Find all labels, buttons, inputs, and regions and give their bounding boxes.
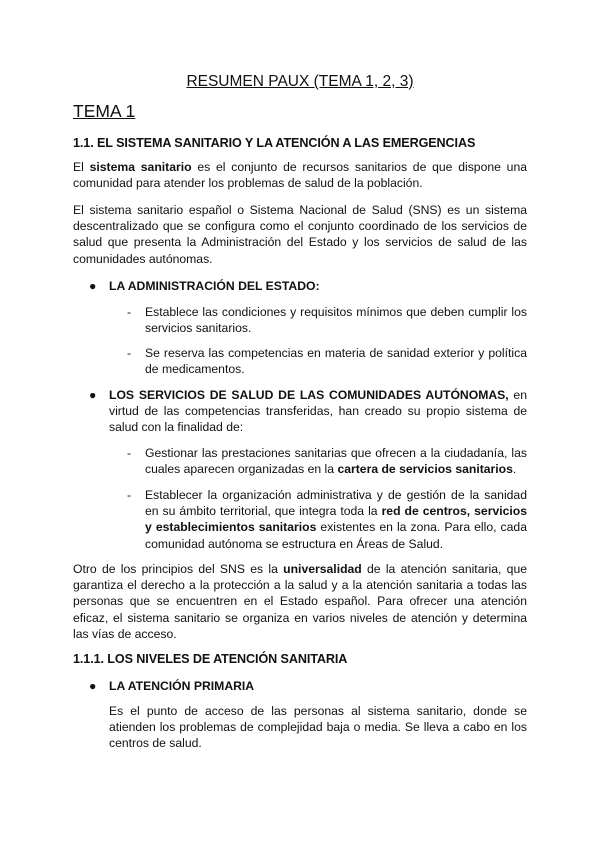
item2-pre: Establecer la organización administrativa y de gestión de la sanidad en su ámbito territorial, que integra toda la [145,488,527,519]
item1-pre: Gestionar las prestaciones sanitarias que ofrecen a la ciudadanía, las cuales aparecen organizadas en la [145,446,527,477]
dash-item-gestionar [145,445,527,477]
item2-bold: red de centros, servicios y establecimientos sanitarios [145,504,527,535]
paragraph-atencion-primaria: Es el punto de acceso de las personas al sistema sanitario, donde se atienden los problemas de complejidad baja o media. Se lleva a cabo en los centros de salud. [109,704,527,751]
item2-post: existentes en la zona. Para ello, cada comunidad autónoma se estructura en Áreas de Salud. [145,520,527,551]
bullet-marker: ● [89,679,97,693]
section-heading-1-1: 1.1. EL SISTEMA SANITARIO Y LA ATENCIÓN A LAS EMERGENCIAS [73,136,476,150]
bullet-marker: ● [89,388,97,402]
p1-pre: El [73,160,90,174]
p3-bold: universalidad [283,562,362,576]
dash-item-condiciones: Establece las condiciones y requisitos mínimos que deben cumplir los servicios sanitarios. [145,305,527,336]
paragraph-sns: El sistema sanitario español o Sistema Nacional de Salud (SNS) es un sistema descentralizado que se configura como el conjunto coordinado de los servicios de salud que presenta la Administración del Estado y los servicios de salud de las comunidades autónomas. [73,203,527,266]
p3-post: de la atención sanitaria, que garantiza el derecho a la protección a la salud y a la atención sanitaria a todas las personas que se encuentren en el Estado español. Para ofrecer una atención eficaz, el sistema sanitario se organiza en varios niveles de atención y determina las vías de acceso. [73,562,528,641]
p3-pre: Otro de los principios del SNS es la [73,562,284,576]
p1-bold: sistema sanitario [89,160,192,174]
bullet2-text: en virtud de las competencias transferidas, han creado su propio sistema de salud con la finalidad de: [109,388,527,435]
item1-bold: cartera de servicios sanitarios [337,462,513,477]
document-title: RESUMEN PAUX (TEMA 1, 2, 3) [186,73,414,90]
dash-item-competencias: Se reserva las competencias en materia de sanidad exterior y política de medicamentos. [145,346,527,377]
bullet-marker: ● [89,279,97,293]
tema-heading: TEMA 1 [73,101,136,121]
dash-marker: - [127,488,132,502]
dash-item-establecer [145,487,527,552]
dash-marker: - [127,305,132,319]
dash-marker: - [127,446,132,460]
bullet-servicios-salud [109,387,527,436]
bullet-administracion-label: LA ADMINISTRACIÓN DEL ESTADO: [109,279,320,293]
item1-post: . [512,462,517,477]
p1-post: es el conjunto de recursos sanitarios de que dispone una comunidad para atender los problemas de salud de la población. [73,160,528,191]
bullet-atencion-primaria-label: LA ATENCIÓN PRIMARIA [109,679,255,693]
bullet2-label: LOS SERVICIOS DE SALUD DE LAS COMUNIDADES AUTÓNOMAS, [109,388,509,402]
paragraph-universalidad [73,561,527,642]
section-heading-1-1-1: 1.1.1. LOS NIVELES DE ATENCIÓN SANITARIA [73,652,348,666]
dash-marker: - [127,346,132,360]
paragraph-sistema-sanitario [73,159,527,191]
